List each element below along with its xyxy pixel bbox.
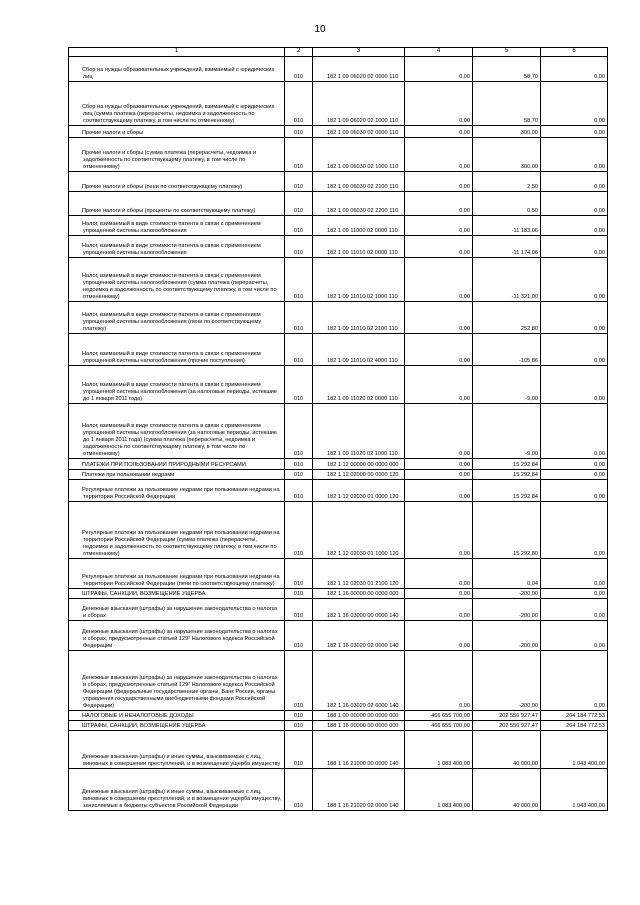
row-name: Денежные взыскания (штрафы) за нарушение законодательства о налогах и сборах xyxy=(69,599,285,621)
row-budget-code: 182 1 09 11020 02 1000 110 xyxy=(313,404,405,459)
row-budget-code: 182 1 12 02030 01 0000 120 xyxy=(313,480,405,502)
row-line-code: 010 xyxy=(285,470,313,480)
table-row xyxy=(69,721,608,731)
row-approved-value: 0,00 xyxy=(405,302,473,334)
row-name: Прочие налоги и сборы (сумма платежа (перерасчеты, недоимка и задолженность по соответствующему платежу, в том числе по отмененному) xyxy=(69,138,285,172)
row-approved-value: 466 655 700,00 xyxy=(405,711,473,721)
row-executed-value: 58,70 xyxy=(473,57,541,82)
page-number: 10 xyxy=(314,24,326,35)
header-cell: 2 xyxy=(285,48,313,57)
table-row xyxy=(69,480,608,502)
row-name: ШТРАФЫ, САНКЦИИ, ВОЗМЕЩЕНИЕ УЩЕРБА xyxy=(69,589,285,599)
row-executed-value: 0,50 xyxy=(473,192,541,216)
row-name: Регулярные платежи за пользование недрами при пользовании недрами на территории Российской Федерации (сумма платежа (перерасчеты, недоимка и задолженность по соответствующему платежу, в том числе по отмененному) xyxy=(69,502,285,559)
table-row xyxy=(69,258,608,302)
row-name: Сбор на нужды образовательных учреждений, взимаемый с юридических лиц xyxy=(69,57,285,82)
table-header-row xyxy=(69,48,608,57)
row-approved-value: 0,00 xyxy=(405,502,473,559)
row-name: Денежные взыскания (штрафы) и иные суммы, взыскиваемые с лиц, виновных в совершении преступлений, и в возмещение ущерба имуществу xyxy=(69,731,285,769)
row-approved-value: 0,00 xyxy=(405,366,473,404)
table-row xyxy=(69,236,608,258)
row-approved-value: 0,00 xyxy=(405,621,473,651)
row-executed-value: 202 556 927,47 xyxy=(473,711,541,721)
row-approved-value: 1 083 400,00 xyxy=(405,731,473,769)
row-unexecuted-value: 0,00 xyxy=(541,138,608,172)
table-row xyxy=(69,126,608,138)
table-row xyxy=(69,599,608,621)
report-table xyxy=(68,47,608,811)
row-budget-code: 188 1 16 21000 00 0000 140 xyxy=(313,731,405,769)
row-unexecuted-value: 0,00 xyxy=(541,192,608,216)
row-line-code: 010 xyxy=(285,302,313,334)
row-budget-code: 182 1 09 11010 02 2100 110 xyxy=(313,302,405,334)
row-line-code: 010 xyxy=(285,192,313,216)
row-name: Денежные взыскания (штрафы) за нарушение законодательства о налогах и сборах, предусмотренные статьей 129² Налогового кодекса Российской Федерации (федеральные государственные органы, Банк России, органы управления государственными внебюджетными фондами Российской Федерации) xyxy=(69,651,285,711)
row-budget-code: 182 1 12 02000 00 0000 120 xyxy=(313,470,405,480)
row-executed-value: 58,70 xyxy=(473,82,541,126)
row-executed-value: -9,00 xyxy=(473,404,541,459)
row-name: Прочие налоги и сборы (пени по соответствующему платежу) xyxy=(69,172,285,192)
row-executed-value: 300,00 xyxy=(473,126,541,138)
row-approved-value: 0,00 xyxy=(405,126,473,138)
row-unexecuted-value: 0,00 xyxy=(541,470,608,480)
row-budget-code: 182 1 12 02030 01 1000 120 xyxy=(313,502,405,559)
row-line-code: 010 xyxy=(285,731,313,769)
row-approved-value: 0,00 xyxy=(405,82,473,126)
row-unexecuted-value: 0,00 xyxy=(541,258,608,302)
table-row xyxy=(69,172,608,192)
row-executed-value: -200,00 xyxy=(473,599,541,621)
row-line-code: 010 xyxy=(285,502,313,559)
row-unexecuted-value: 0,00 xyxy=(541,599,608,621)
row-executed-value: -9,00 xyxy=(473,366,541,404)
table-row xyxy=(69,470,608,480)
row-line-code: 010 xyxy=(285,599,313,621)
row-line-code: 010 xyxy=(285,769,313,811)
row-name: Налог, взимаемый в виде стоимости патента в связи с применением упрощенной системы налогообложения (прочие поступления) xyxy=(69,334,285,366)
table-row xyxy=(69,559,608,589)
table-row xyxy=(69,621,608,651)
row-name: Регулярные платежи за пользование недрами при пользовании недрами на территории Российской Федерации xyxy=(69,480,285,502)
row-unexecuted-value: 0,00 xyxy=(541,334,608,366)
table-row xyxy=(69,711,608,721)
row-line-code: 010 xyxy=(285,138,313,172)
row-line-code: 010 xyxy=(285,172,313,192)
row-budget-code: 182 1 09 11010 02 4000 110 xyxy=(313,334,405,366)
row-executed-value: 40 000,00 xyxy=(473,769,541,811)
row-name: Налог, взимаемый в виде стоимости патента в связи с применением упрощенной системы налогообложения (за налоговые периоды, истекшие до 1 января 2011 года) xyxy=(69,366,285,404)
row-executed-value: 15 292,80 xyxy=(473,502,541,559)
row-unexecuted-value: 0,00 xyxy=(541,502,608,559)
row-name: Платежи при пользовании недрами xyxy=(69,470,285,480)
row-executed-value: 202 556 927,47 xyxy=(473,721,541,731)
row-unexecuted-value: 264 184 772,53 xyxy=(541,711,608,721)
table-row xyxy=(69,57,608,82)
row-budget-code: 182 1 09 06030 02 2100 110 xyxy=(313,172,405,192)
header-cell: 6 xyxy=(541,48,608,57)
row-budget-code: 182 1 09 06030 02 2200 110 xyxy=(313,192,405,216)
row-unexecuted-value: 0,00 xyxy=(541,82,608,126)
table-row xyxy=(69,404,608,459)
table-row xyxy=(69,589,608,599)
row-unexecuted-value: 0,00 xyxy=(541,172,608,192)
row-executed-value: -200,00 xyxy=(473,621,541,651)
row-approved-value: 0,00 xyxy=(405,216,473,236)
row-name: Регулярные платежи за пользование недрами при пользовании недрами на территории Российской Федерации (пени по соответствующему платежу) xyxy=(69,559,285,589)
row-budget-code: 182 1 09 11010 02 0000 110 xyxy=(313,236,405,258)
row-approved-value: 0,00 xyxy=(405,599,473,621)
row-budget-code: 182 1 09 06020 02 0000 110 xyxy=(313,57,405,82)
row-line-code: 010 xyxy=(285,589,313,599)
table-row xyxy=(69,769,608,811)
row-budget-code: 182 1 09 06030 02 1000 110 xyxy=(313,138,405,172)
table-row xyxy=(69,302,608,334)
row-budget-code: 182 1 09 11020 02 0000 110 xyxy=(313,366,405,404)
row-line-code: 010 xyxy=(285,559,313,589)
row-approved-value: 0,00 xyxy=(405,172,473,192)
row-budget-code: 182 1 09 11000 02 0000 110 xyxy=(313,216,405,236)
row-name: Прочие налоги и сборы xyxy=(69,126,285,138)
row-approved-value: 0,00 xyxy=(405,334,473,366)
row-line-code: 010 xyxy=(285,651,313,711)
header-cell: 5 xyxy=(473,48,541,57)
table-row xyxy=(69,216,608,236)
table-row xyxy=(69,334,608,366)
row-budget-code: 182 1 09 11010 02 1000 110 xyxy=(313,258,405,302)
row-name: Налог, взимаемый в виде стоимости патента в связи с применением упрощенной системы налогообложения xyxy=(69,216,285,236)
row-name: ШТРАФЫ, САНКЦИИ, ВОЗМЕЩЕНИЕ УЩЕРБА xyxy=(69,721,285,731)
row-line-code: 010 xyxy=(285,126,313,138)
row-line-code: 010 xyxy=(285,711,313,721)
header-cell: 3 xyxy=(313,48,405,57)
row-unexecuted-value: 1 043 400,00 xyxy=(541,769,608,811)
row-executed-value: 15 292,84 xyxy=(473,480,541,502)
row-unexecuted-value: 0,00 xyxy=(541,589,608,599)
table-row xyxy=(69,192,608,216)
row-name: Налог, взимаемый в виде стоимости патента в связи с применением упрощенной системы налогообложения xyxy=(69,236,285,258)
row-line-code: 010 xyxy=(285,82,313,126)
table-row xyxy=(69,138,608,172)
row-approved-value: 466 655 700,00 xyxy=(405,721,473,731)
row-approved-value: 0,00 xyxy=(405,236,473,258)
row-approved-value: 0,00 xyxy=(405,404,473,459)
row-unexecuted-value: 0,00 xyxy=(541,621,608,651)
row-budget-code: 182 1 12 02030 01 2100 120 xyxy=(313,559,405,589)
row-budget-code: 188 1 00 00000 00 0000 000 xyxy=(313,711,405,721)
table-row xyxy=(69,651,608,711)
row-line-code: 010 xyxy=(285,334,313,366)
row-name: Налог, взимаемый в виде стоимости патента в связи с применением упрощенной системы налогообложения (сумма платежа (перерасчеты, недоимка и задолженность по соответствующему платежу, в том числе по отмененному) xyxy=(69,258,285,302)
row-unexecuted-value: 0,00 xyxy=(541,126,608,138)
row-approved-value: 0,00 xyxy=(405,480,473,502)
table-row xyxy=(69,459,608,470)
row-unexecuted-value: 0,00 xyxy=(541,236,608,258)
row-name: ПЛАТЕЖИ ПРИ ПОЛЬЗОВАНИИ ПРИРОДНЫМИ РЕСУРСАМИ xyxy=(69,459,285,470)
row-line-code: 010 xyxy=(285,236,313,258)
row-budget-code: 182 1 09 06020 02 1000 110 xyxy=(313,82,405,126)
header-cell: 1 xyxy=(69,48,285,57)
row-executed-value: 40 000,00 xyxy=(473,731,541,769)
row-unexecuted-value: 0,00 xyxy=(541,216,608,236)
row-name: Денежные взыскания (штрафы) за нарушение законодательства о налогах и сборах, предусмотренные статьей 129² Налогового кодекса Российской Федерации xyxy=(69,621,285,651)
row-approved-value: 0,00 xyxy=(405,559,473,589)
row-line-code: 010 xyxy=(285,480,313,502)
row-name: Налог, взимаемый в виде стоимости патента в связи с применением упрощенной системы налогообложения (за налоговые периоды, истекшие до 1 января 2011 года) (сумма платежа (перерасчеты, недоимка и задолженность по соответствующему платежу, в том числе по отмененному) xyxy=(69,404,285,459)
row-name: Прочие налоги и сборы (проценты по соответствующему платежу) xyxy=(69,192,285,216)
row-executed-value: 15 292,84 xyxy=(473,459,541,470)
row-name: Сбор на нужды образовательных учреждений, взимаемый с юридических лиц (сумма платежа (перерасчеты, недоимка и задолженность по соответствующему платежу, в том числе по отмененному) xyxy=(69,82,285,126)
row-line-code: 010 xyxy=(285,258,313,302)
row-approved-value: 0,00 xyxy=(405,589,473,599)
row-line-code: 010 xyxy=(285,404,313,459)
row-approved-value: 0,00 xyxy=(405,258,473,302)
row-budget-code: 182 1 16 03020 02 6000 140 xyxy=(313,651,405,711)
row-line-code: 010 xyxy=(285,57,313,82)
table-row xyxy=(69,731,608,769)
row-executed-value: 15 292,84 xyxy=(473,470,541,480)
row-executed-value: 300,00 xyxy=(473,138,541,172)
table-row xyxy=(69,502,608,559)
row-budget-code: 188 1 16 21020 02 0000 140 xyxy=(313,769,405,811)
row-executed-value: -11 183,06 xyxy=(473,216,541,236)
row-approved-value: 0,00 xyxy=(405,459,473,470)
row-unexecuted-value: 0,00 xyxy=(541,480,608,502)
header-cell: 4 xyxy=(405,48,473,57)
row-unexecuted-value: 0,00 xyxy=(541,366,608,404)
row-budget-code: 182 1 16 03000 00 0000 140 xyxy=(313,599,405,621)
row-executed-value: -200,00 xyxy=(473,651,541,711)
row-executed-value: 2,50 xyxy=(473,172,541,192)
row-name: Налог, взимаемый в виде стоимости патента в связи с применением упрощенной системы налогообложения (пени по соответствующему платежу) xyxy=(69,302,285,334)
table-row xyxy=(69,82,608,126)
row-budget-code: 182 1 16 03020 02 0000 140 xyxy=(313,621,405,651)
row-executed-value: -200,00 xyxy=(473,589,541,599)
row-unexecuted-value: 1 043 400,00 xyxy=(541,731,608,769)
row-approved-value: 0,00 xyxy=(405,470,473,480)
row-budget-code: 182 1 16 00000 00 0000 000 xyxy=(313,589,405,599)
row-approved-value: 0,00 xyxy=(405,138,473,172)
row-executed-value: -11 174,06 xyxy=(473,236,541,258)
row-line-code: 010 xyxy=(285,621,313,651)
row-name: НАЛОГОВЫЕ И НЕНАЛОГОВЫЕ ДОХОДЫ xyxy=(69,711,285,721)
row-line-code: 010 xyxy=(285,366,313,404)
row-executed-value: -11 321,00 xyxy=(473,258,541,302)
row-unexecuted-value: 0,00 xyxy=(541,404,608,459)
row-approved-value: 0,00 xyxy=(405,651,473,711)
row-executed-value: 0,04 xyxy=(473,559,541,589)
row-line-code: 010 xyxy=(285,459,313,470)
row-line-code: 010 xyxy=(285,216,313,236)
row-unexecuted-value: 0,00 xyxy=(541,57,608,82)
row-executed-value: -105,86 xyxy=(473,334,541,366)
row-budget-code: 182 1 09 06030 02 0000 110 xyxy=(313,126,405,138)
row-budget-code: 188 1 16 00000 00 0000 000 xyxy=(313,721,405,731)
row-executed-value: 252,80 xyxy=(473,302,541,334)
row-unexecuted-value: 264 184 772,53 xyxy=(541,721,608,731)
row-unexecuted-value: 0,00 xyxy=(541,302,608,334)
row-name: Денежные взыскания (штрафы) и иные суммы, взыскиваемые с лиц, виновных в совершении преступлений, и в возмещение ущерба имуществу, зачисляемые в бюджеты субъектов Российской Федерации xyxy=(69,769,285,811)
row-approved-value: 1 083 400,00 xyxy=(405,769,473,811)
row-budget-code: 182 1 12 00000 00 0000 000 xyxy=(313,459,405,470)
row-unexecuted-value: 0,00 xyxy=(541,651,608,711)
table-row xyxy=(69,366,608,404)
row-line-code: 010 xyxy=(285,721,313,731)
row-approved-value: 0,00 xyxy=(405,57,473,82)
row-unexecuted-value: 0,00 xyxy=(541,559,608,589)
row-approved-value: 0,00 xyxy=(405,192,473,216)
row-unexecuted-value: 0,00 xyxy=(541,459,608,470)
